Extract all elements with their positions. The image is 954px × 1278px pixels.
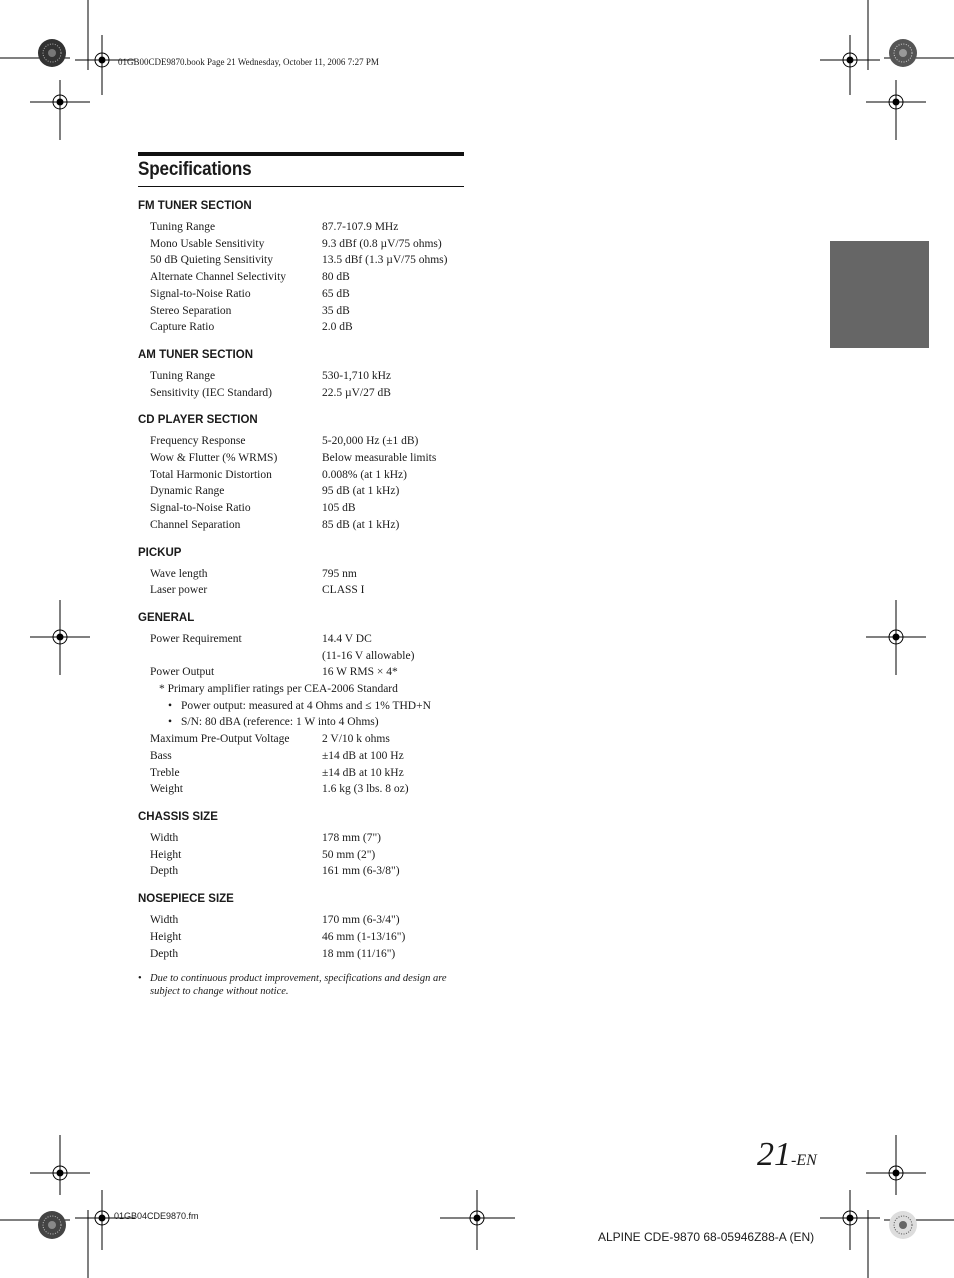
color-wheel-icon — [888, 1210, 918, 1240]
spec-value: 95 dB (at 1 kHz) — [322, 485, 400, 498]
spec-value: 13.5 dBf (1.3 µV/75 ohms) — [322, 254, 448, 267]
bullet-icon: • — [138, 973, 142, 985]
color-wheel-icon — [888, 38, 918, 68]
nosepiece-size-section — [138, 892, 464, 962]
spec-row — [138, 929, 464, 946]
rating-bullet — [138, 698, 464, 715]
spec-label: Height — [150, 930, 182, 943]
spec-row — [138, 483, 464, 500]
spec-row — [138, 517, 464, 534]
spec-value: CLASS I — [322, 584, 365, 597]
spec-value: 161 mm (6-3/8") — [322, 865, 400, 878]
spec-row — [138, 664, 464, 681]
spec-label: Tuning Range — [150, 221, 216, 233]
spec-row — [138, 219, 464, 236]
spec-row — [138, 303, 464, 320]
spec-label: Stereo Separation — [150, 304, 232, 317]
spec-label: Signal-to-Noise Ratio — [150, 287, 251, 300]
spec-value: 35 dB — [322, 304, 350, 317]
spec-row — [138, 765, 464, 782]
spec-row — [138, 863, 464, 880]
registration-mark-icon — [30, 1135, 90, 1195]
spec-value: ±14 dB at 100 Hz — [322, 749, 404, 762]
section-tab — [830, 241, 929, 348]
spec-value: 85 dB (at 1 kHz) — [322, 518, 400, 531]
bullet-text: S/N: 80 dBA (reference: 1 W into 4 Ohms) — [181, 716, 379, 729]
specifications-content — [138, 152, 464, 998]
spec-row — [138, 252, 464, 269]
fm-tuner-section — [138, 199, 464, 336]
spec-value: 530-1,710 kHz — [322, 369, 391, 382]
spec-label: Width — [150, 831, 179, 844]
general-section — [138, 611, 464, 798]
spec-row — [138, 236, 464, 253]
pickup-section — [138, 546, 464, 599]
spec-row — [138, 648, 464, 665]
page-title: Specifications — [138, 159, 252, 180]
spec-label: Laser power — [150, 584, 208, 597]
spec-value: 2 V/10 k ohms — [322, 733, 390, 746]
disclaimer-note — [138, 972, 464, 998]
spec-label: Wow & Flutter (% WRMS) — [150, 452, 278, 465]
spec-value: 22.5 µV/27 dB — [322, 386, 391, 399]
spec-label: Power Requirement — [150, 632, 242, 645]
section-heading: PICKUP — [138, 546, 182, 559]
spec-value: 1.6 kg (3 lbs. 8 oz) — [322, 783, 409, 796]
spec-row — [138, 500, 464, 517]
spec-value: 105 dB — [322, 502, 356, 515]
chassis-size-section — [138, 810, 464, 880]
section-heading: CHASSIS SIZE — [138, 810, 218, 823]
spec-row — [138, 467, 464, 484]
spec-label: Depth — [150, 947, 179, 960]
spec-label: Capture Ratio — [150, 321, 215, 334]
spec-value: 170 mm (6-3/4") — [322, 914, 400, 927]
spec-value: ±14 dB at 10 kHz — [322, 766, 404, 779]
spec-row — [138, 450, 464, 467]
spec-value: (11-16 V allowable) — [322, 649, 415, 662]
registration-mark-icon — [866, 1135, 926, 1195]
spec-value: 18 mm (11/16") — [322, 947, 396, 960]
disclaimer-text: Due to continuous product improvement, specifications and design are subject to change without notice. — [150, 973, 447, 998]
spec-value: 65 dB — [322, 287, 350, 300]
spec-label: Mono Usable Sensitivity — [150, 237, 265, 250]
spec-value: 46 mm (1-13/16") — [322, 930, 406, 943]
section-heading: GENERAL — [138, 611, 195, 624]
color-wheel-icon — [37, 38, 67, 68]
spec-row — [138, 566, 464, 583]
spec-label: Tuning Range — [150, 369, 216, 382]
spec-row — [138, 946, 464, 963]
spec-value: 87.7-107.9 MHz — [322, 221, 399, 233]
footer-model-code: ALPINE CDE-9870 68-05946Z88-A (EN) — [598, 1230, 815, 1244]
section-heading: NOSEPIECE SIZE — [138, 893, 234, 906]
registration-mark-icon — [820, 1190, 880, 1250]
spec-label: Maximum Pre-Output Voltage — [150, 733, 290, 746]
bullet-text: Power output: measured at 4 Ohms and ≤ 1% THD+N — [181, 699, 431, 712]
spec-value: 16 W RMS × 4* — [322, 666, 398, 679]
spec-value: 50 mm (2") — [322, 848, 376, 861]
spec-row — [138, 368, 464, 385]
spec-row — [138, 269, 464, 286]
registration-mark-icon — [440, 1190, 515, 1250]
spec-label: Channel Separation — [150, 518, 241, 531]
spec-row — [138, 781, 464, 798]
spec-row — [138, 847, 464, 864]
spec-value: 178 mm (7") — [322, 831, 381, 844]
spec-label: Wave length — [150, 567, 208, 580]
spec-label: Bass — [150, 749, 172, 762]
spec-label: Alternate Channel Selectivity — [150, 271, 287, 284]
title-rule-bottom — [138, 186, 464, 187]
registration-mark-icon — [866, 80, 926, 140]
spec-value: 14.4 V DC — [322, 632, 372, 645]
bullet-icon: • — [168, 716, 173, 729]
spec-label: Treble — [150, 766, 180, 779]
page-number — [757, 1138, 817, 1172]
page-number-value: 21 — [757, 1136, 791, 1173]
section-heading: CD PLAYER SECTION — [138, 414, 258, 427]
spec-row — [138, 319, 464, 336]
spec-label: Dynamic Range — [150, 485, 225, 498]
cd-player-section — [138, 413, 464, 533]
am-tuner-section — [138, 348, 464, 401]
registration-mark-icon — [866, 600, 926, 675]
spec-label: Width — [150, 914, 179, 927]
spec-label: Frequency Response — [150, 435, 246, 448]
spec-value: Below measurable limits — [322, 452, 437, 465]
registration-mark-icon — [30, 600, 90, 675]
spec-row — [138, 385, 464, 402]
spec-row — [138, 912, 464, 929]
spec-label: Power Output — [150, 666, 215, 679]
bullet-icon: • — [168, 699, 173, 712]
rating-bullet — [138, 714, 464, 731]
spec-value: 0.008% (at 1 kHz) — [322, 468, 407, 481]
title-rule-top — [138, 152, 464, 156]
spec-label: Total Harmonic Distortion — [150, 468, 272, 481]
spec-label: Sensitivity (IEC Standard) — [150, 386, 273, 399]
spec-label: 50 dB Quieting Sensitivity — [150, 254, 273, 267]
spec-label: Weight — [150, 783, 183, 796]
spec-row — [138, 631, 464, 648]
spec-row — [138, 433, 464, 450]
spec-label: Depth — [150, 865, 179, 878]
spec-row — [138, 748, 464, 765]
spec-value: 2.0 dB — [322, 321, 353, 334]
spec-row — [138, 830, 464, 847]
spec-row — [138, 582, 464, 599]
color-wheel-icon — [37, 1210, 67, 1240]
spec-label: Signal-to-Noise Ratio — [150, 502, 251, 515]
rating-note: * Primary amplifier ratings per CEA-2006 Standard — [159, 683, 398, 696]
spec-label: Height — [150, 848, 182, 861]
spec-row — [138, 731, 464, 748]
section-heading: FM TUNER SECTION — [138, 200, 252, 212]
spec-value: 80 dB — [322, 271, 350, 284]
spec-row — [138, 286, 464, 303]
page-language-suffix: -EN — [791, 1152, 817, 1169]
spec-value: 5-20,000 Hz (±1 dB) — [322, 435, 419, 448]
spec-value: 9.3 dBf (0.8 µV/75 ohms) — [322, 237, 442, 250]
spec-value: 795 nm — [322, 567, 357, 580]
section-heading: AM TUNER SECTION — [138, 348, 253, 361]
book-header-info: 01GB00CDE9870.book Page 21 Wednesday, October 11, 2006 7:27 PM — [118, 57, 379, 67]
footer-filename: 01GB04CDE9870.fm — [114, 1211, 199, 1221]
